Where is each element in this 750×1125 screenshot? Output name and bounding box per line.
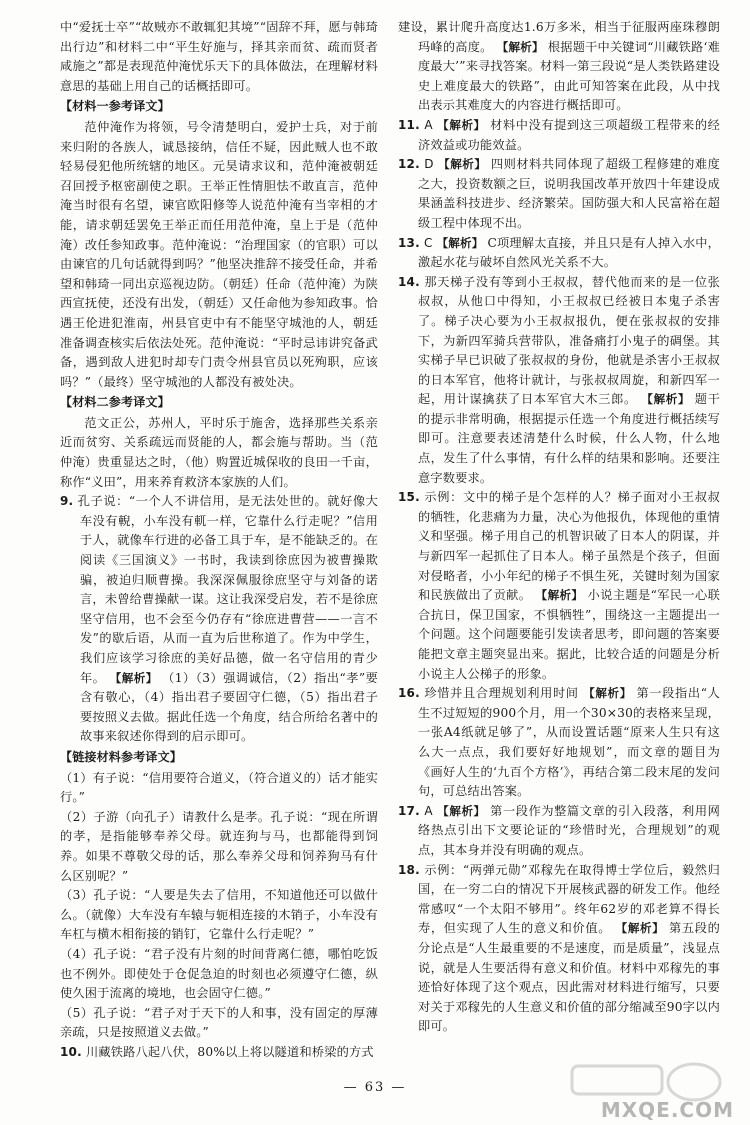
analysis-text: C项理解太直接，并且只是有人掉入水中，激起水花与破坏自然风光关系不大。 (418, 235, 720, 270)
question-number: 16. (398, 686, 420, 701)
question-number: 10. (60, 1044, 82, 1059)
analysis-text: 第一段作为整篇文章的引入段落，利用网络热点引出下文要论证的“珍惜时光，合理规划”的观点，其本身并没有明确的观点。 (418, 803, 720, 857)
choice-answer: D (424, 157, 434, 172)
analysis-tag: 【解析】 (641, 392, 691, 407)
question-10-continued (398, 18, 720, 116)
analysis-tag: 【解析】 (438, 157, 487, 172)
question-16 (398, 684, 720, 802)
linked-material-3: （3）孔子说：“人要是失去了信用，不知道他还可以做什么。（就像）大车没有车辕与轭相连接的木销子，小车没有车杠与横木相衔接的销钉，它靠什么行走呢？” (60, 888, 378, 942)
answer-text: 川藏铁路八起八伏，80%以上将以隧道和桥梁的方式 (85, 1044, 374, 1059)
question-18 (398, 861, 720, 1037)
choice-answer: A (424, 803, 433, 818)
question-12 (398, 155, 720, 233)
analysis-text: 四则材料共同体现了超级工程修建的难度之大，投资数额之巨，说明我国改革开放四十年建设成果涵盖科技进步、经济繁荣。国防强大和人民富裕在超级工程中体现不出。 (418, 157, 720, 230)
question-number: 18. (398, 862, 420, 877)
question-number: 17. (398, 803, 420, 818)
question-number: 12. (398, 157, 420, 172)
analysis-tag: 【解析】 (436, 235, 484, 250)
question-number: 13. (398, 235, 420, 250)
question-9 (60, 492, 378, 747)
analysis-text: 题干的提示非常明确，根据提示任选一个角度进行概括续写即可。注意要表述清楚什么时候，什么人物，什么地点，发生了什么事情，有什么样的结果和影响。还要注意字数要求。 (418, 392, 720, 485)
page-number: — 63 — (343, 1080, 407, 1095)
answer-text: 孔子说：“一个人不讲信用，是无法处世的。就好像大车没有輗，小车没有軏一样，它靠什么行走呢？”信用于人，就像车行进的必备工具于车，是不能缺乏的。在阅读《三国演义》一书时，我读到徐庶因为被曹操欺骗，被迫归顺曹操。我深深佩服徐庶坚守与刘备的诺言，未曾给曹操献一谋。这让我深受启发，若不是徐庶坚守信用，也不会至今仍存有“徐庶进曹营——一言不发”的歇后语，从而一直为后世称道了。作为中学生，我们应该学习徐庶的美好品德，做一名守信用的青少年。 (77, 494, 379, 685)
question-number: 9. (60, 494, 74, 509)
question-10 (60, 1043, 378, 1063)
watermark-url: MXQE.COM (600, 1098, 734, 1122)
left-column (60, 18, 378, 1062)
question-13 (398, 234, 720, 273)
question-number: 14. (398, 274, 420, 289)
question-17 (398, 802, 720, 861)
analysis-tag: 【解析】 (583, 686, 632, 701)
analysis-tag: 【解析】 (615, 921, 665, 936)
analysis-tag: 【解析】 (437, 117, 486, 132)
question-14 (398, 273, 720, 489)
answer-text: 示例：文中的梯子是个怎样的人？梯子面对小王叔叔的牺牲，化悲痛为力量，决心为他报仇，体现他的重情义和坚强。梯子用自己的机智识破了日本人的阴谋，并与新四军一起抓住了日本人。梯子虽然是个孩子，但面对侵略者，小小年纪的梯子不惧生死，关键时刻为国家和民族做出了贡献。 (418, 490, 720, 603)
analysis-tag: 【解析】 (437, 803, 486, 818)
analysis-text: 材料中没有提到这三项超级工程带来的经济效益或功能效益。 (418, 117, 720, 152)
analysis-tag: 【解析】 (109, 670, 158, 685)
answer-text: 示例：“两弹元勋”邓稼先在取得博士学位后，毅然归国，在一穷二白的情况下开展核武器的研发工作。他经常感叹“一个太阳不够用”。终年62岁的邓老算不得长寿，但实现了人生的意义和价值。 (418, 862, 721, 936)
linked-material-translation-heading: 【链接材料参考译文】 (60, 749, 183, 764)
analysis-tag: 【解析】 (496, 39, 544, 54)
question-number: 11. (398, 117, 420, 132)
answer-text: 珍惜并且合理规划利用时间 (424, 686, 579, 701)
choice-answer: C (423, 235, 433, 250)
analysis-text: （1）（3）强调诚信，（2）指出“孝”要含有敬心，（4）指出君子要固守仁德，（5）指出君子要按照义去做。据此任选一个角度，结合所给名著中的故事来叙述你得到的启示即可。 (80, 670, 379, 744)
material-2-translation: 范文正公，苏州人，平时乐于施舍，选择那些关系亲近而贫穷、关系疏远而贤能的人，都会施与帮助。当（范仲淹）贵重显达之时，（他）购置近城保收的良田一千亩，称作“义田”，用来养育救济本家族的人们。 (60, 415, 378, 489)
question-11 (398, 116, 720, 155)
analysis-text: 小说主题是“军民一心联合抗日，保卫国家，不惧牺牲”，围绕这一主题提出一个问题。这个问题要能引发读者思考，即问题的答案要能把文章主题突显出来。据此，比较合适的问题是分析小说主人公梯子的形象。 (418, 588, 721, 681)
linked-material-5: （5）孔子说：“君子对于天下的人和事，没有固定的厚薄亲疏，只是按照道义去做。” (60, 1005, 378, 1040)
analysis-text: 第一段指出“人生不过短短的900个月，用一个30×30的表格来呈现，一张A4纸就足够了”，从而设置话题“原来人生只有这么大一点点，我们要好好地规划”，而文章的题目为《画好人生的‘九百个方格’》，再结合第二段末尾的发问句，可总结出答案。 (418, 686, 720, 799)
linked-material-4: （4）孔子说：“君子没有片刻的时间背离仁德，哪怕吃饭也不例外。即使处于仓促急迫的时刻也必须遵守仁德，纵使久困于流离的境地，也会固守仁德。” (60, 946, 378, 1001)
choice-answer: A (424, 117, 433, 132)
material-2-translation-heading: 【材料二参考译文】 (60, 395, 170, 410)
analysis-text: 根据题干中关键词“川藏铁路‘难度最大’”来寻找答案。材料一第三段说“是人类铁路建设史上难度最大的铁路”，由此可知答案在此段，从中找出表示其难度大的内容进行概括即可。 (418, 39, 720, 113)
answer-text: 那天梯子没有等到小王叔叔，替代他而来的是一位张叔叔，从他口中得知，小王叔叔已经被日本鬼子杀害了。梯子决心要为小王叔叔报仇，便在张叔叔的安排下，为新四军骑兵营带队，准备痛打小鬼子的碉堡。其实梯子早已识破了张叔叔的身份，他就是杀害小王叔叔的日本军官，他将计就计，与张叔叔周旋，和新四军一起，用计谋擒获了日本军官大木三郎。 (418, 274, 720, 407)
linked-material-1: （1）有子说：“信用要符合道义，（符合道义的）话才能实行。” (60, 770, 378, 805)
question-15 (398, 488, 720, 684)
analysis-text: 第五段的分论点是“人生最重要的不是速度，而是质量”，浅显点说，就是人生要活得有意义和价值。材料中邓稼先的事迹恰好体现了这个观点，因此需对材料进行缩写，只要对关于邓稼先的人生意义和价值的部分缩减至90字以内即可。 (418, 921, 720, 1034)
material-1-translation-heading: 【材料一参考译文】 (60, 99, 170, 114)
linked-material-2: （2）子游（向孔子）请教什么是孝。孔子说：“现在所谓的孝，是指能够奉养父母。就连狗与马，也都能得到饲养。如果不尊敬父母的话，那么奉养父母和饲养狗马有什么区别呢？” (60, 809, 378, 883)
material-1-translation: 范仲淹作为将领，号令清楚明白，爱护士兵，对于前来归附的各族人，诚恳接纳，信任不疑，因此贼人也不敢轻易侵犯他所统辖的地区。元昊请求议和，范仲淹被朝廷召回授予枢密副使之职。王举正性情胆怯不敢直言，范仲淹当时很有名望，谏官欧阳修等人说范仲淹有当宰相的才能，请求朝廷罢免王举正而任用范仲淹，皇上于是（范仲淹）改任参知政事。范仲淹说：“治理国家（的官职）可以由谏官的几句话就得到吗？”他坚决推辞不接受任命，并希望和韩琦一同出京巡视边防。（朝廷）任命（范仲淹）为陕西宣抚使，还没有出发，（朝廷）又任命他为参知政事。恰遇王伦进犯淮南，州县官吏中有不能坚守城池的人，朝廷准备调查核实后依法处死。范仲淹说：“平时忌讳讲究备武备，遇到敌人进犯时却专门责令州县官员以死殉职，应该吗？”（最终）坚守城池的人都没有被处决。 (60, 119, 378, 389)
q8-explanation-continued: 中“爱抚士卒”“故贼亦不敢辄犯其境”“固辞不拜，愿与韩琦出行边”和材料二中“平生好施与，择其亲而贫、疏而贤者咸施之”都是表现范仲淹忧乐天下的具体做法，在理解材料意思的基础上用自己的话概括即可。 (60, 20, 378, 93)
analysis-tag: 【解析】 (535, 588, 584, 603)
question-number: 15. (398, 490, 420, 505)
answer-text: 建设，累计爬升高度达1.6万多米，相当于征服两座珠穆朗玛峰的高度。 (398, 20, 720, 54)
right-column (398, 18, 720, 1037)
